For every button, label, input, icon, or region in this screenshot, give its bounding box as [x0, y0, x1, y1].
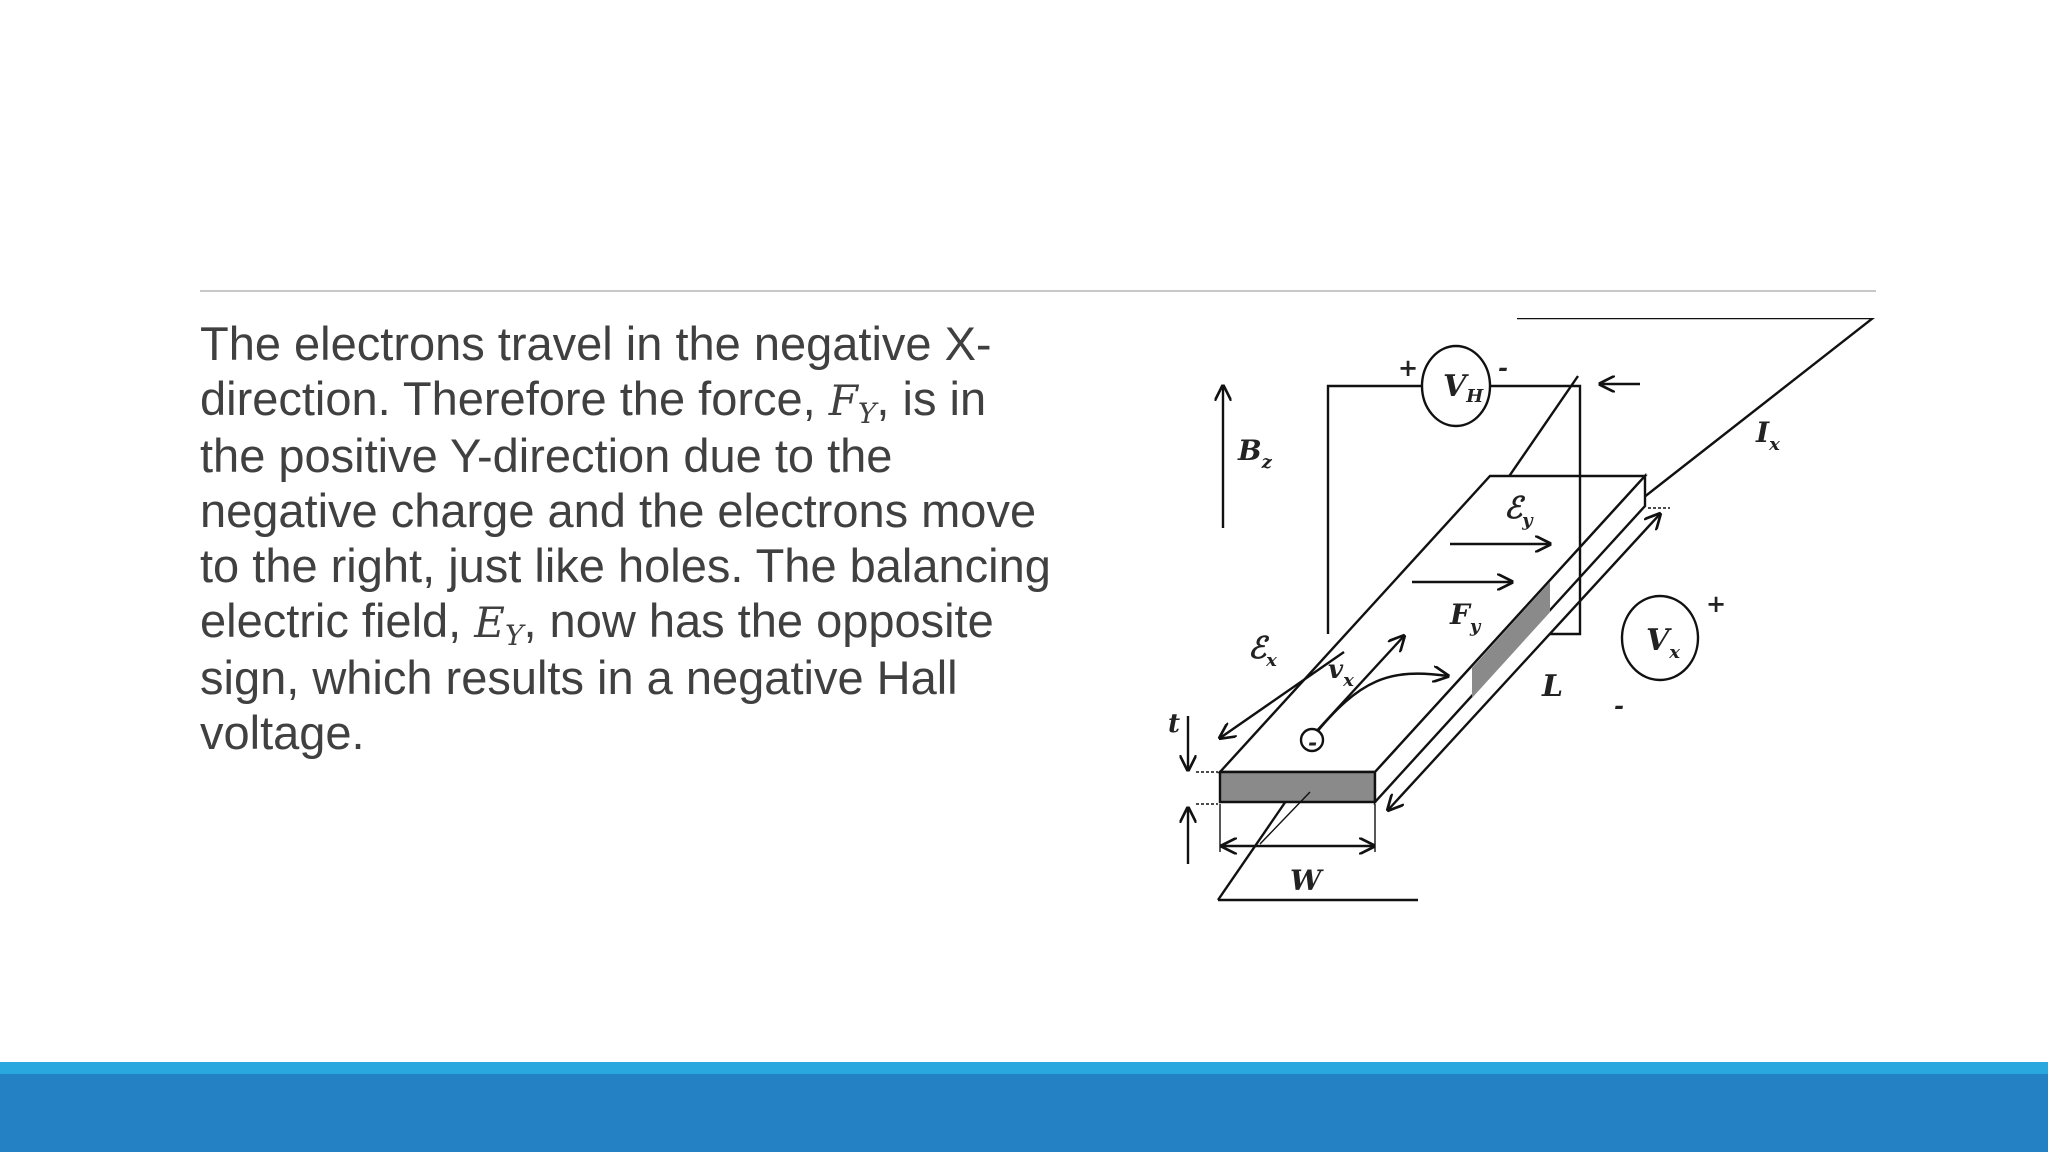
field-symbol: $E_Y$: [474, 598, 524, 652]
text-line: electric field, $E_Y$, now has the opposite: [200, 594, 994, 652]
body-text: [200, 316, 1160, 760]
ey-label: ℰ$_y$: [1504, 491, 1533, 531]
vh-label: $V_H$: [1443, 369, 1484, 407]
text-line: direction. Therefore the force, $F_Y$, is in: [200, 372, 987, 430]
vx-meter-label: $V_x$: [1646, 623, 1681, 663]
hall-effect-diagram: [1160, 318, 1900, 918]
text-line: The electrons travel in the negative X-: [200, 317, 992, 370]
force-symbol: $F_Y$: [828, 376, 877, 430]
vx-minus-label: -: [1614, 691, 1624, 720]
bz-label: $B_z$: [1238, 434, 1272, 473]
width-label: W: [1290, 864, 1322, 897]
vx-velocity-label: $v_x$: [1328, 655, 1354, 691]
fy-label: $F_y$: [1450, 598, 1481, 637]
electron-sign: -: [1308, 730, 1318, 756]
footer-accent-bar: [0, 1062, 2048, 1074]
text-line: negative charge and the electrons move: [200, 484, 1037, 537]
vh-minus-label: -: [1498, 353, 1508, 382]
hall-effect-svg: [1160, 318, 1900, 918]
ex-label: ℰ$_x$: [1248, 631, 1277, 671]
ix-label: $I_x$: [1756, 416, 1780, 455]
vh-plus-label: +: [1398, 353, 1419, 382]
title-divider: [200, 290, 1876, 292]
bar-front-face: [1220, 772, 1375, 802]
vx-plus-label: +: [1706, 589, 1727, 618]
text-line: sign, which results in a negative Hall: [200, 651, 958, 704]
footer-bar: [0, 1074, 2048, 1152]
text-line: to the right, just like holes. The balancing: [200, 539, 1051, 592]
length-label: L: [1542, 669, 1564, 704]
text-line: voltage.: [200, 706, 365, 759]
text-line: the positive Y-direction due to the: [200, 429, 893, 482]
thickness-label: t: [1168, 709, 1181, 739]
